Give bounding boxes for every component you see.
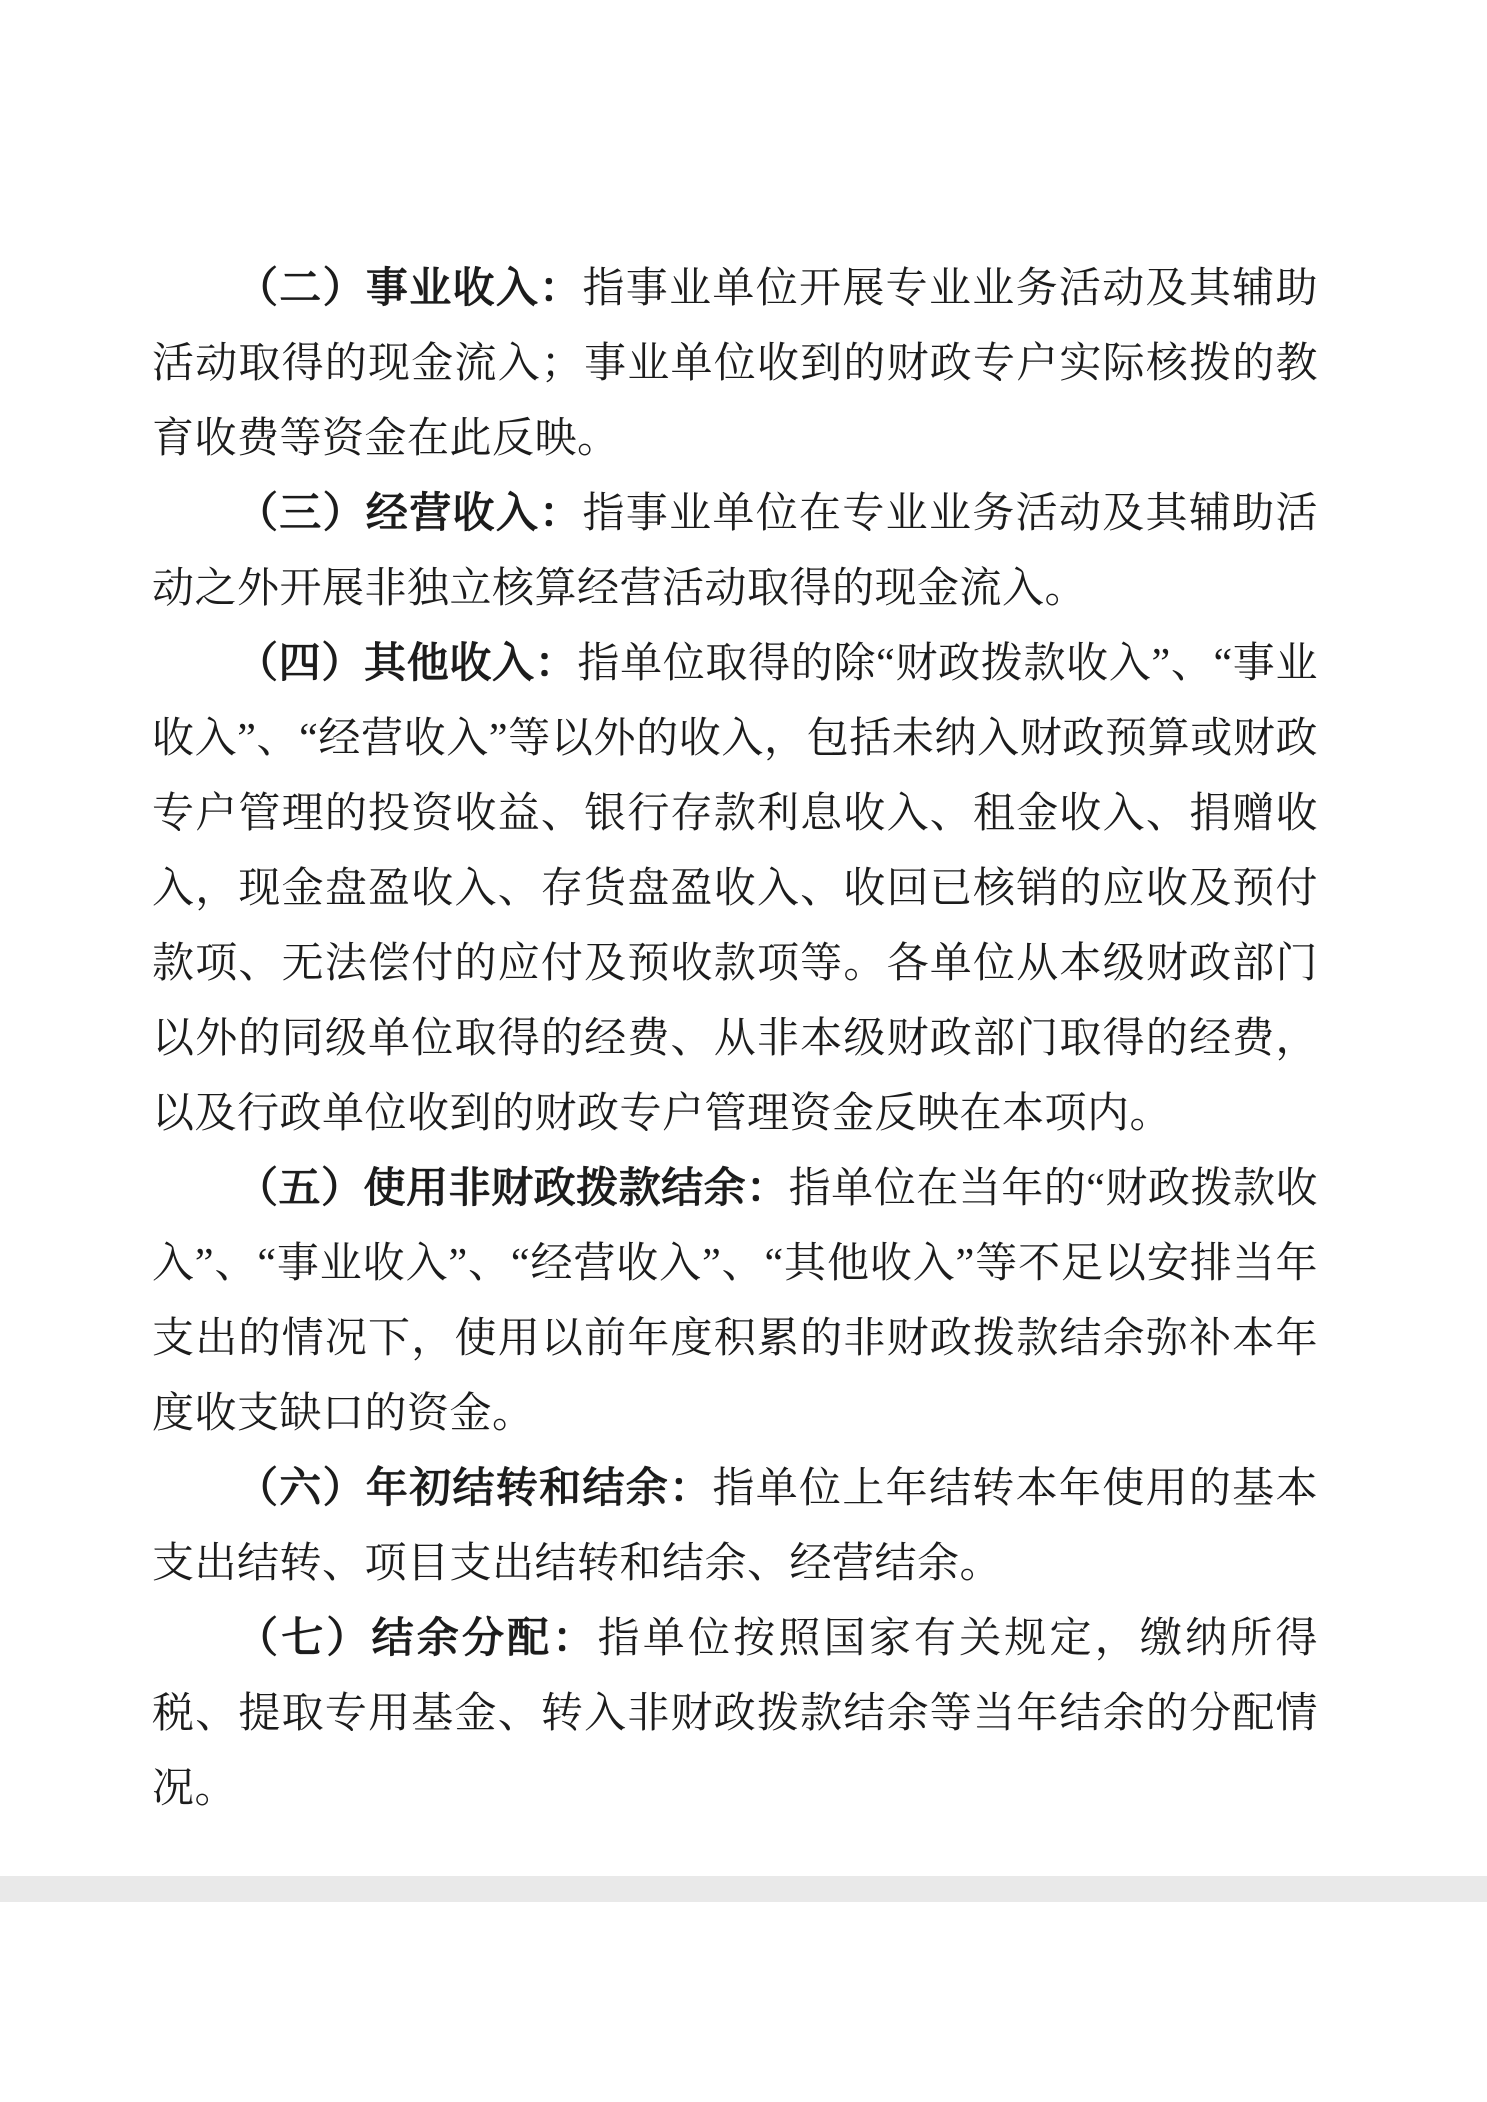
paragraph-text: 指单位在当年的“财政拨款收入”、“事业收入”、“经营收入”、“其他收入”等不足以安排当年支出的情况下，使用以前年度积累的非财政拨款结余弥补本年度收支缺口的资金。 (152, 1166, 1318, 1437)
paragraph-heading: （四）其他收入： (236, 641, 578, 687)
document-body (152, 252, 1318, 1827)
paragraph-heading: （二）事业收入： (236, 266, 583, 312)
paragraph-heading: （三）经营收入： (236, 491, 583, 537)
paragraph-text: 指单位按照国家有关规定，缴纳所得税、提取专用基金、转入非财政拨款结余等当年结余的分配情况。 (152, 1616, 1318, 1812)
paragraph-text: 指事业单位开展专业业务活动及其辅助活动取得的现金流入；事业单位收到的财政专户实际核拨的教育收费等资金在此反映。 (152, 266, 1318, 462)
paragraph-item-5-shiyong-fei-caizheng-bokuan-jieyu (152, 1152, 1318, 1452)
paragraph-text: 指单位上年结转本年使用的基本支出结转、项目支出结转和结余、经营结余。 (152, 1466, 1318, 1587)
paragraph-item-6-nianchu-jiezhuan-he-jieyu (152, 1452, 1318, 1602)
paragraph-item-4-qita-shouru (152, 627, 1318, 1152)
paragraph-item-2-shiye-shouru (152, 252, 1318, 477)
paragraph-item-7-jieyu-fenpei (152, 1602, 1318, 1827)
paragraph-heading: （六）年初结转和结余： (236, 1466, 713, 1512)
paragraph-text: 指单位取得的除“财政拨款收入”、“事业收入”、“经营收入”等以外的收入，包括未纳入财政预算或财政专户管理的投资收益、银行存款利息收入、租金收入、捐赠收入，现金盘盈收入、存货盘盈收入、收回已核销的应收及预付款项、无法偿付的应付及预收款项等。各单位从本级财政部门以外的同级单位取得的经费、从非本级财政部门取得的经费，以及行政单位收到的财政专户管理资金反映在本项内。 (152, 641, 1318, 1137)
paragraph-text: 指事业单位在专业业务活动及其辅助活动之外开展非独立核算经营活动取得的现金流入。 (152, 491, 1318, 612)
paragraph-item-3-jingying-shouru (152, 477, 1318, 627)
paragraph-heading: （七）结余分配： (236, 1616, 598, 1662)
scan-artifact-band (0, 1876, 1487, 1902)
paragraph-heading: （五）使用非财政拨款结余： (236, 1166, 789, 1212)
